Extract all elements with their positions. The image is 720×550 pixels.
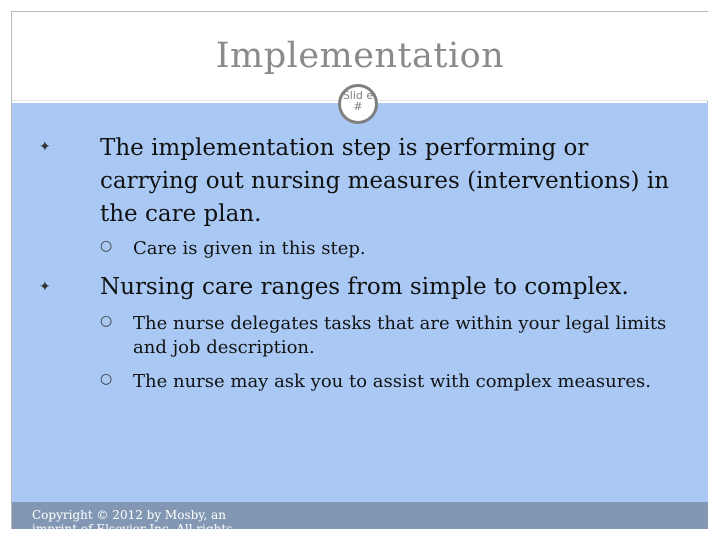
bullet-icon: ✦ <box>39 279 51 295</box>
sub-bullet-item: The nurse delegates tasks that are within your legal limits and job description. <box>133 313 667 358</box>
bullet-item: The implementation step is performing or carrying out nursing measures (interventions) in the care plan. <box>100 135 670 227</box>
slide-number-badge <box>338 84 378 124</box>
bullet-icon: ✦ <box>39 139 51 155</box>
content-area <box>12 103 708 502</box>
slide-number: Slid e # <box>342 89 374 113</box>
copyright-text: Copyright © 2012 by Mosby, an imprint of Elsevier Inc. All rights reserved. <box>32 508 233 550</box>
slide-title: Implementation <box>215 36 505 76</box>
bullet-item: Nursing care ranges from simple to complex. <box>100 274 629 300</box>
circle-bullet-icon: ○ <box>100 313 113 329</box>
sub-bullet-item: Care is given in this step. <box>133 238 366 259</box>
circle-bullet-icon: ○ <box>100 371 113 387</box>
sub-bullet-item: The nurse may ask you to assist with complex measures. <box>133 371 651 392</box>
circle-bullet-icon: ○ <box>100 238 113 254</box>
footer-bar <box>12 502 708 550</box>
